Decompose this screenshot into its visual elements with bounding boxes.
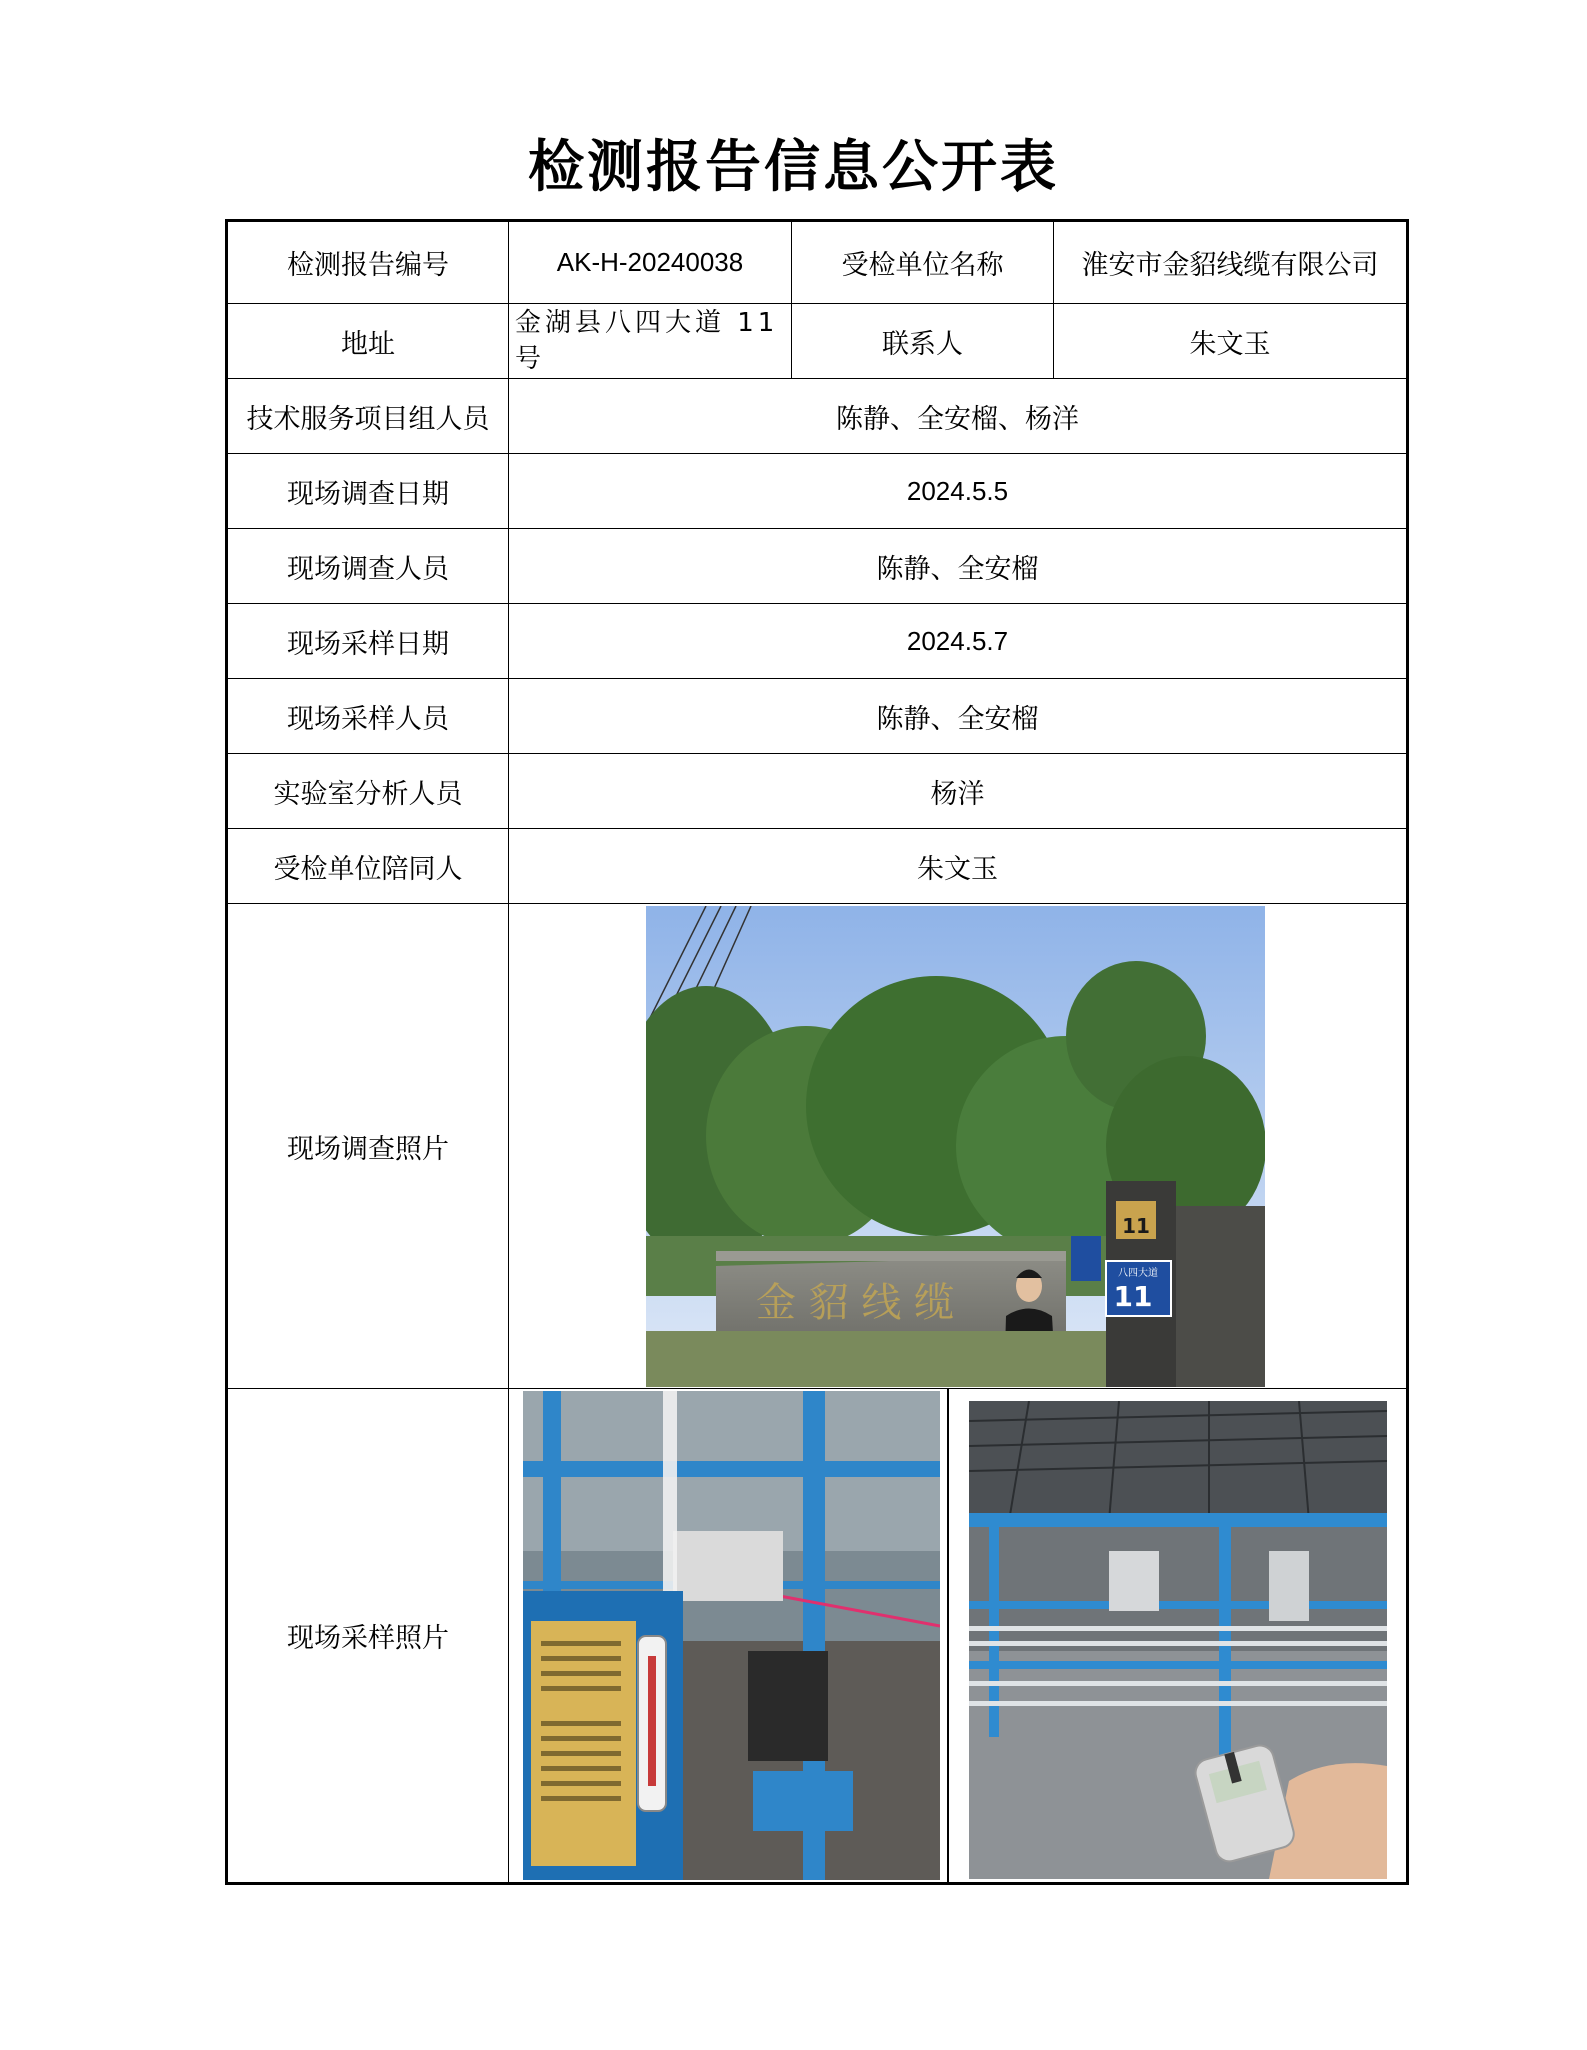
row-sampling-date: [227, 604, 1408, 679]
sampling-photo-left: [523, 1391, 940, 1880]
address-label: 地址: [227, 304, 509, 379]
row-survey-photo: [227, 904, 1408, 1389]
report-table: [225, 219, 1409, 1885]
survey-photo: [646, 906, 1265, 1387]
sampling-photo-cell: [509, 1389, 1408, 1884]
photo-divider: [947, 1389, 949, 1882]
row-escort: [227, 829, 1408, 904]
address-value: 金湖县八四大道 11 号: [509, 304, 792, 379]
page-title: 检测报告信息公开表: [528, 135, 1059, 200]
survey-date-value: 2024.5.5: [509, 454, 1408, 529]
svg-text:金 貂 线 缆: 金 貂 线 缆: [756, 1280, 955, 1326]
sampling-staff-value: 陈静、全安榴: [509, 679, 1408, 754]
unit-name-value: 淮安市金貂线缆有限公司: [1054, 221, 1408, 304]
contact-value: 朱文玉: [1054, 304, 1408, 379]
row-address: [227, 304, 1408, 379]
team-value: 陈静、全安榴、杨洋: [509, 379, 1408, 454]
contact-label: 联系人: [792, 304, 1054, 379]
survey-staff-value: 陈静、全安榴: [509, 529, 1408, 604]
survey-photo-label: 现场调查照片: [227, 904, 509, 1389]
unit-name-label: 受检单位名称: [792, 221, 1054, 304]
survey-photo-cell: [509, 904, 1408, 1389]
lab-staff-label: 实验室分析人员: [227, 754, 509, 829]
report-no-value: AK-H-20240038: [509, 221, 792, 304]
row-survey-staff: [227, 529, 1408, 604]
survey-photo-gate-number: 11: [1122, 1214, 1150, 1238]
row-team: [227, 379, 1408, 454]
survey-photo-sign-number: 11: [1113, 1280, 1153, 1313]
row-report-no: [227, 221, 1408, 304]
survey-photo-road-name: 八四大道: [1118, 1268, 1158, 1279]
survey-date-label: 现场调查日期: [227, 454, 509, 529]
row-sampling-staff: [227, 679, 1408, 754]
team-label: 技术服务项目组人员: [227, 379, 509, 454]
escort-label: 受检单位陪同人: [227, 829, 509, 904]
row-lab-staff: [227, 754, 1408, 829]
report-no-label: 检测报告编号: [227, 221, 509, 304]
sampling-date-label: 现场采样日期: [227, 604, 509, 679]
lab-staff-value: 杨洋: [509, 754, 1408, 829]
row-sampling-photo: [227, 1389, 1408, 1884]
escort-value: 朱文玉: [509, 829, 1408, 904]
sampling-photo-label: 现场采样照片: [227, 1389, 509, 1884]
survey-staff-label: 现场调查人员: [227, 529, 509, 604]
sampling-date-value: 2024.5.7: [509, 604, 1408, 679]
sampling-photo-right: [969, 1401, 1387, 1879]
sampling-staff-label: 现场采样人员: [227, 679, 509, 754]
row-survey-date: [227, 454, 1408, 529]
